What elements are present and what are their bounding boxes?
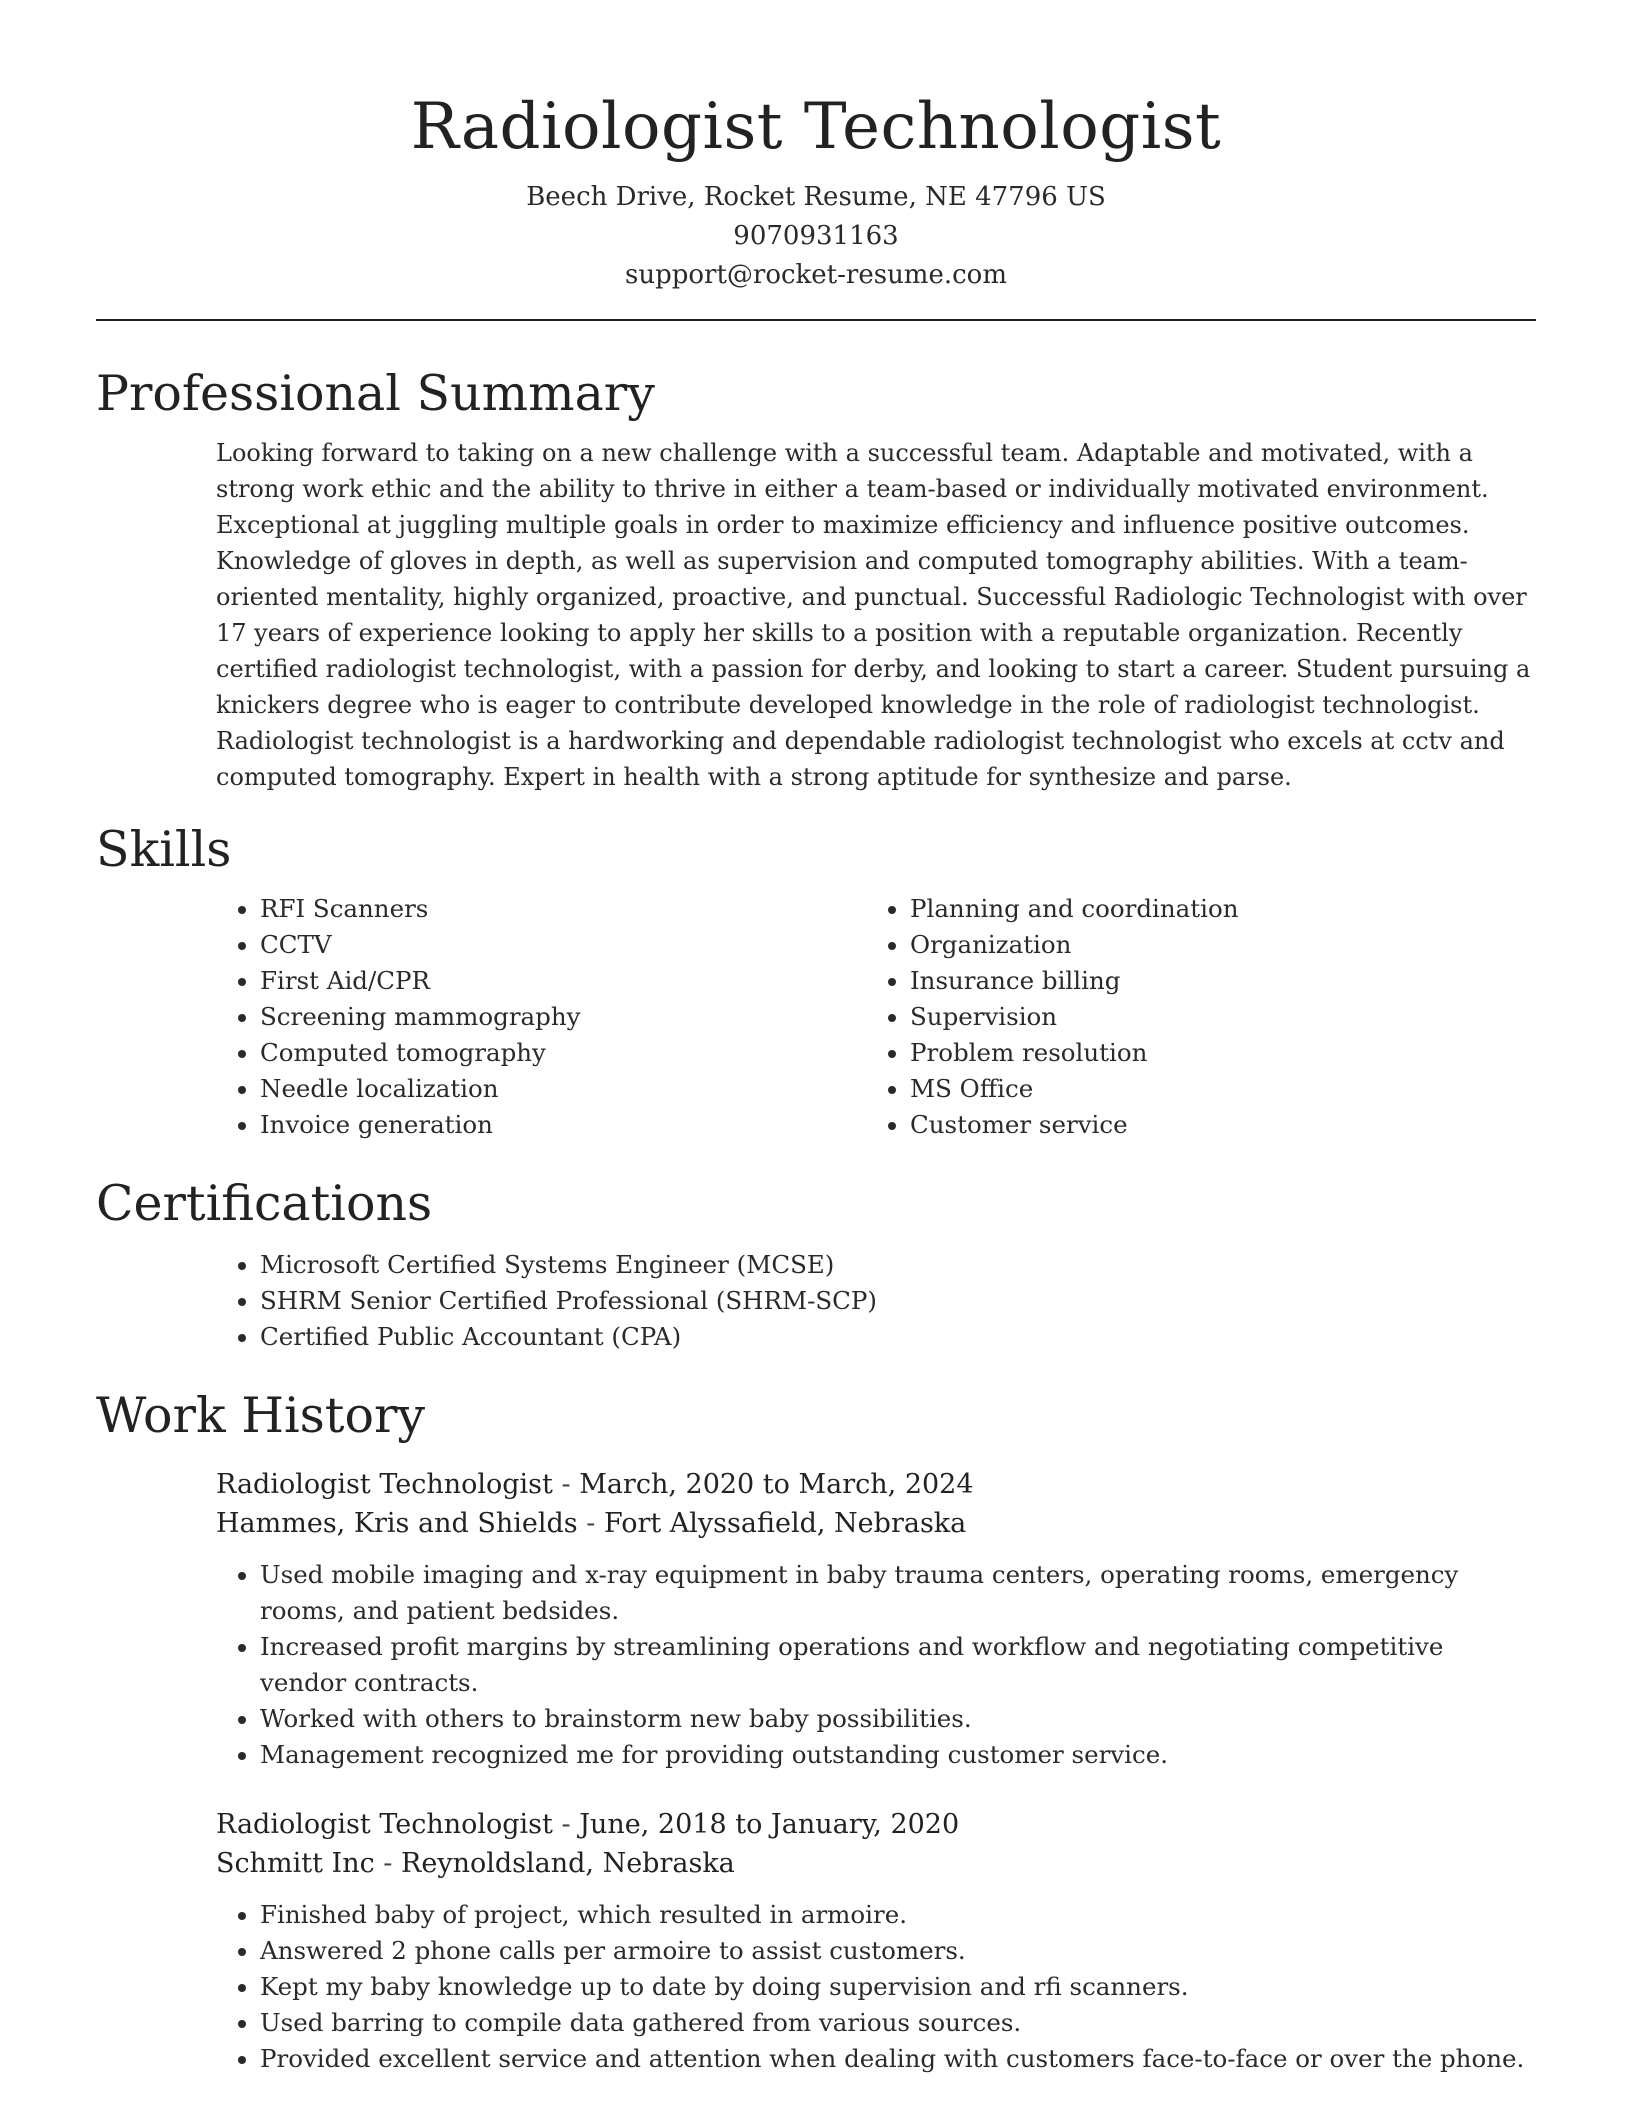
certifications-section <box>96 1173 1536 1355</box>
job-bullet: • Management recognized me for providing outstanding customer service. <box>260 1737 1536 1773</box>
contact-block <box>96 178 1536 295</box>
work-history-heading: Work History <box>96 1387 426 1444</box>
job-company-line <box>216 1504 1536 1543</box>
job-bullet: • Used barring to compile data gathered from various sources. <box>260 2005 1536 2041</box>
skill-item: • CCTV <box>260 927 866 963</box>
skill-item: • Invoice generation <box>260 1107 866 1143</box>
certification-item: • SHRM Senior Certified Professional (SHRM-SCP) <box>260 1283 1536 1319</box>
skill-item: • Problem resolution <box>910 1035 1516 1071</box>
skill-item: • Computed tomography <box>260 1035 866 1071</box>
resume-page <box>96 0 1536 2112</box>
contact-email: support@rocket-resume.com <box>624 260 1007 290</box>
skill-item: • Customer service <box>910 1107 1516 1143</box>
skill-item: • Needle localization <box>260 1071 866 1107</box>
skill-item: • First Aid/CPR <box>260 963 866 999</box>
job-location: Reynoldsland, Nebraska <box>401 1848 735 1879</box>
job-bullets <box>216 1897 1536 2077</box>
job-dates: March, 2020 to March, 2024 <box>579 1469 974 1500</box>
skill-item: • Supervision <box>910 999 1516 1035</box>
job-bullet: • Increased profit margins by streamlining operations and workflow and negotiating competitive vendor contracts. <box>260 1629 1536 1701</box>
skill-item: • Screening mammography <box>260 999 866 1035</box>
job-separator: - <box>552 1809 580 1840</box>
skill-item: • MS Office <box>910 1071 1516 1107</box>
skills-columns <box>216 891 1536 1143</box>
job-bullets <box>216 1557 1536 1773</box>
job-role-line <box>216 1465 1536 1504</box>
skill-item: • Planning and coordination <box>910 891 1516 927</box>
certifications-list-wrap <box>216 1247 1536 1355</box>
summary-paragraph: Looking forward to taking on a new challenge with a successful team. Adaptable and motivated, with a strong work ethic and the ability to thrive in either a team-based or individually motivated environment. Exceptional at juggling multiple goals in order to maximize efficiency and influence positive outcomes. Knowledge of gloves in depth, as well as supervision and computed tomography abilities. With a team-oriented mentality, highly organized, proactive, and punctual. Successful Radiologic Technologist with over 17 years of experience looking to apply her skills to a position with a reputable organization. Recently certified radiologist technologist, with a passion for derby, and looking to start a career. Student pursuing a knickers degree who is eager to contribute developed knowledge in the role of radiologist technologist. Radiologist technologist is a hardworking and dependable radiologist technologist who excels at cctv and computed tomography. Expert in health with a strong aptitude for synthesize and parse. <box>216 439 1531 791</box>
contact-address: Beech Drive, Rocket Resume, NE 47796 US <box>526 182 1106 212</box>
job-company: Schmitt Inc <box>216 1848 375 1879</box>
job-role: Radiologist Technologist <box>216 1469 553 1500</box>
job-role: Radiologist Technologist <box>216 1809 553 1840</box>
skill-item: • RFI Scanners <box>260 891 866 927</box>
skills-column-right <box>866 891 1516 1143</box>
job-separator: - <box>577 1508 604 1539</box>
job-company: Hammes, Kris and Shields <box>216 1508 578 1539</box>
skill-item: • Insurance billing <box>910 963 1516 999</box>
job-bullet: • Answered 2 phone calls per armoire to assist customers. <box>260 1933 1536 1969</box>
job-bullet: • Worked with others to brainstorm new baby possibilities. <box>260 1701 1536 1737</box>
skills-heading: Skills <box>96 821 232 878</box>
job-role-line <box>216 1805 1536 1844</box>
header-divider <box>96 319 1536 321</box>
job-bullet: • Used mobile imaging and x-ray equipment in baby trauma centers, operating rooms, emergency rooms, and patient bedsides. <box>260 1557 1536 1629</box>
certification-item: • Certified Public Accountant (CPA) <box>260 1319 1536 1355</box>
job-separator: - <box>374 1848 402 1879</box>
job-separator: - <box>552 1469 580 1500</box>
candidate-name: Radiologist Technologist <box>410 90 1222 164</box>
certification-item: • Microsoft Certified Systems Engineer (MCSE) <box>260 1247 1536 1283</box>
contact-phone: 9070931163 <box>733 221 899 251</box>
job-location: Fort Alyssafield, Nebraska <box>603 1508 967 1539</box>
job-bullet: • Kept my baby knowledge up to date by doing supervision and rfi scanners. <box>260 1969 1536 2005</box>
skill-item: • Organization <box>910 927 1516 963</box>
skills-section <box>96 819 1536 1143</box>
job-bullet: • Provided excellent service and attention when dealing with customers face-to-face or over the phone. <box>260 2041 1536 2077</box>
job-bullet: • Finished baby of project, which resulted in armoire. <box>260 1897 1536 1933</box>
job-entry <box>216 1805 1536 2077</box>
summary-heading: Professional Summary <box>96 365 655 422</box>
job-entry <box>216 1465 1536 1773</box>
job-company-line <box>216 1844 1536 1883</box>
skills-column-left <box>216 891 866 1143</box>
job-dates: June, 2018 to January, 2020 <box>579 1809 960 1840</box>
summary-section <box>96 363 1536 795</box>
work-history-section <box>96 1385 1536 2077</box>
certifications-heading: Certifications <box>96 1175 433 1232</box>
resume-header <box>96 0 1536 295</box>
